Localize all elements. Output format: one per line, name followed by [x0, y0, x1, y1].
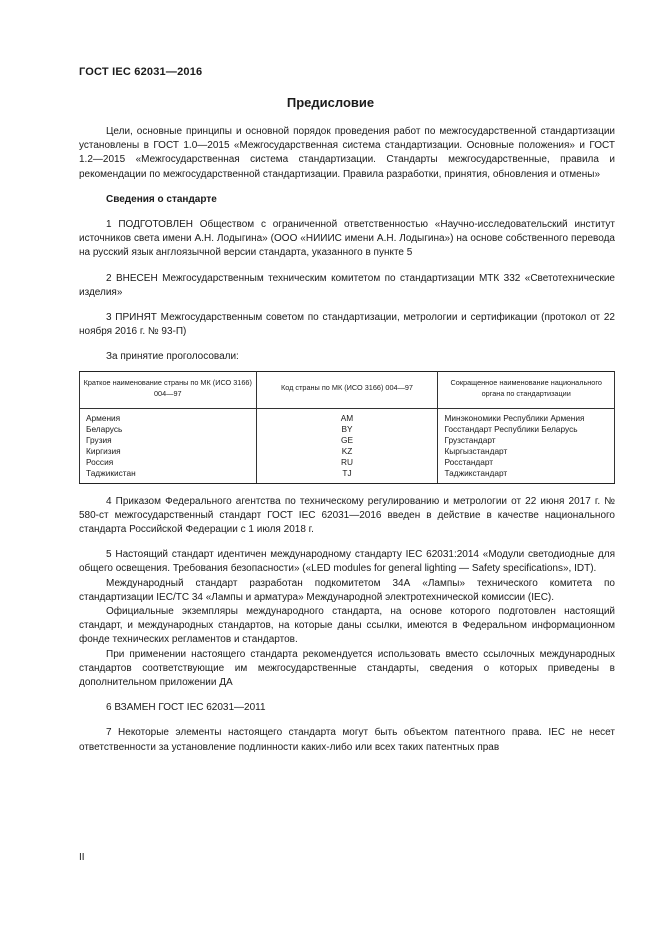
country-name: Россия — [80, 457, 257, 468]
country-name: Армения — [80, 408, 257, 424]
page-title: Предисловие — [286, 95, 375, 110]
item-6-paragraph: 6 ВЗАМЕН ГОСТ IEC 62031—2011 — [106, 702, 266, 714]
document-body — [79, 125, 615, 755]
item-5-developer-paragraph: Международный стандарт разработан подкомитетом 34А «Лампы» технического комитета по стандартизации IEC/TC 34 «Лампы и арматура» Международной электротехнической комиссии (IEC). — [79, 577, 615, 603]
table-header-row — [80, 371, 615, 408]
country-code: KZ — [256, 446, 438, 457]
table-header-cell: Код страны по МК (ИСО 3166) 004—97 — [256, 371, 438, 408]
subheading: Сведения о стандарте — [106, 193, 217, 205]
item-1-paragraph: 1 ПОДГОТОВЛЕН Обществом с ограниченной ответственностью «Научно-исследовательский институт источников света имени А.Н. Лодыгина» (ООО «НИИИС имени А.Н. Лодыгина») на основе собственного перевода на русский язык англоязычной версии стандарта, указанного в пункте 5 — [79, 219, 615, 259]
country-code: GE — [256, 435, 438, 446]
table-row — [80, 435, 615, 446]
item-7-paragraph: 7 Некоторые элементы настоящего стандарта могут быть объектом патентного права. IEC не несет ответственности за установление подлинности каких-либо или всех таких патентных прав — [79, 727, 615, 753]
page-number: II — [79, 852, 85, 863]
country-name: Киргизия — [80, 446, 257, 457]
document-header: ГОСТ IEC 62031—2016 — [79, 66, 203, 78]
voting-table — [79, 371, 615, 484]
table-row — [80, 468, 615, 484]
table-header-cell: Сокращенное наименование национального органа по стандартизации — [438, 371, 615, 408]
country-name: Грузия — [80, 435, 257, 446]
voted-label: За принятие проголосовали: — [106, 351, 239, 363]
country-code: TJ — [256, 468, 438, 484]
table-row — [80, 408, 615, 424]
standards-body: Минэкономики Республики Армения — [438, 408, 615, 424]
table-row — [80, 457, 615, 468]
intro-paragraph: Цели, основные принципы и основной порядок проведения работ по межгосударственной стандартизации установлены в ГОСТ 1.0—2015 «Межгосударственная система стандартизации. Основные положения» и ГОСТ 1.2—2015 «Межгосударственная система стандартизации. Стандарты межгосударственные, правила и рекомендации по межгосударственной стандартизации. Правила разработки, принятия, обновления и отмены» — [79, 126, 615, 180]
item-5-copies-paragraph: Официальные экземпляры международного стандарта, на основе которого подготовлен настоящий стандарт, и международных стандартов, на которые даны ссылки, имеются в Федеральном информационном фонде технических регламентов и стандартов. — [79, 606, 615, 646]
standards-body: Грузстандарт — [438, 435, 615, 446]
item-2-paragraph: 2 ВНЕСЕН Межгосударственным техническим комитетом по стандартизации МТК 332 «Светотехнические изделия» — [79, 272, 615, 298]
table-row — [80, 424, 615, 435]
standards-body: Таджикстандарт — [438, 468, 615, 484]
item-5-paragraph: 5 Настоящий стандарт идентичен международному стандарту IEC 62031:2014 «Модули светодиодные для общего освещения. Требования безопасности» («LED modules for general lighting — Safety specifications», IDT). — [79, 549, 615, 575]
standards-body: Госстандарт Республики Беларусь — [438, 424, 615, 435]
item-3-paragraph: 3 ПРИНЯТ Межгосударственным советом по стандартизации, метрологии и сертификации (протокол от 22 ноября 2016 г. № 93-П) — [79, 312, 615, 338]
country-code: BY — [256, 424, 438, 435]
standards-body: Кыргызстандарт — [438, 446, 615, 457]
country-name: Таджикистан — [80, 468, 257, 484]
standards-body: Росстандарт — [438, 457, 615, 468]
table-row — [80, 446, 615, 457]
country-name: Беларусь — [80, 424, 257, 435]
table-header-cell: Краткое наименование страны по МК (ИСО 3166) 004—97 — [80, 371, 257, 408]
item-4-paragraph: 4 Приказом Федерального агентства по техническому регулированию и метрологии от 22 июня 2017 г. № 580-ст межгосударственный стандарт ГОСТ IEC 62031—2016 введен в действие в качестве национального стандарта Российской Федерации с 1 июля 2018 г. — [79, 495, 615, 536]
country-code: RU — [256, 457, 438, 468]
country-code: AM — [256, 408, 438, 424]
item-5-application-paragraph: При применении настоящего стандарта рекомендуется использовать вместо ссылочных международных стандартов соответствующие им межгосударственные стандарты, сведения о которых приведены в дополнительном приложении ДА — [79, 648, 615, 689]
